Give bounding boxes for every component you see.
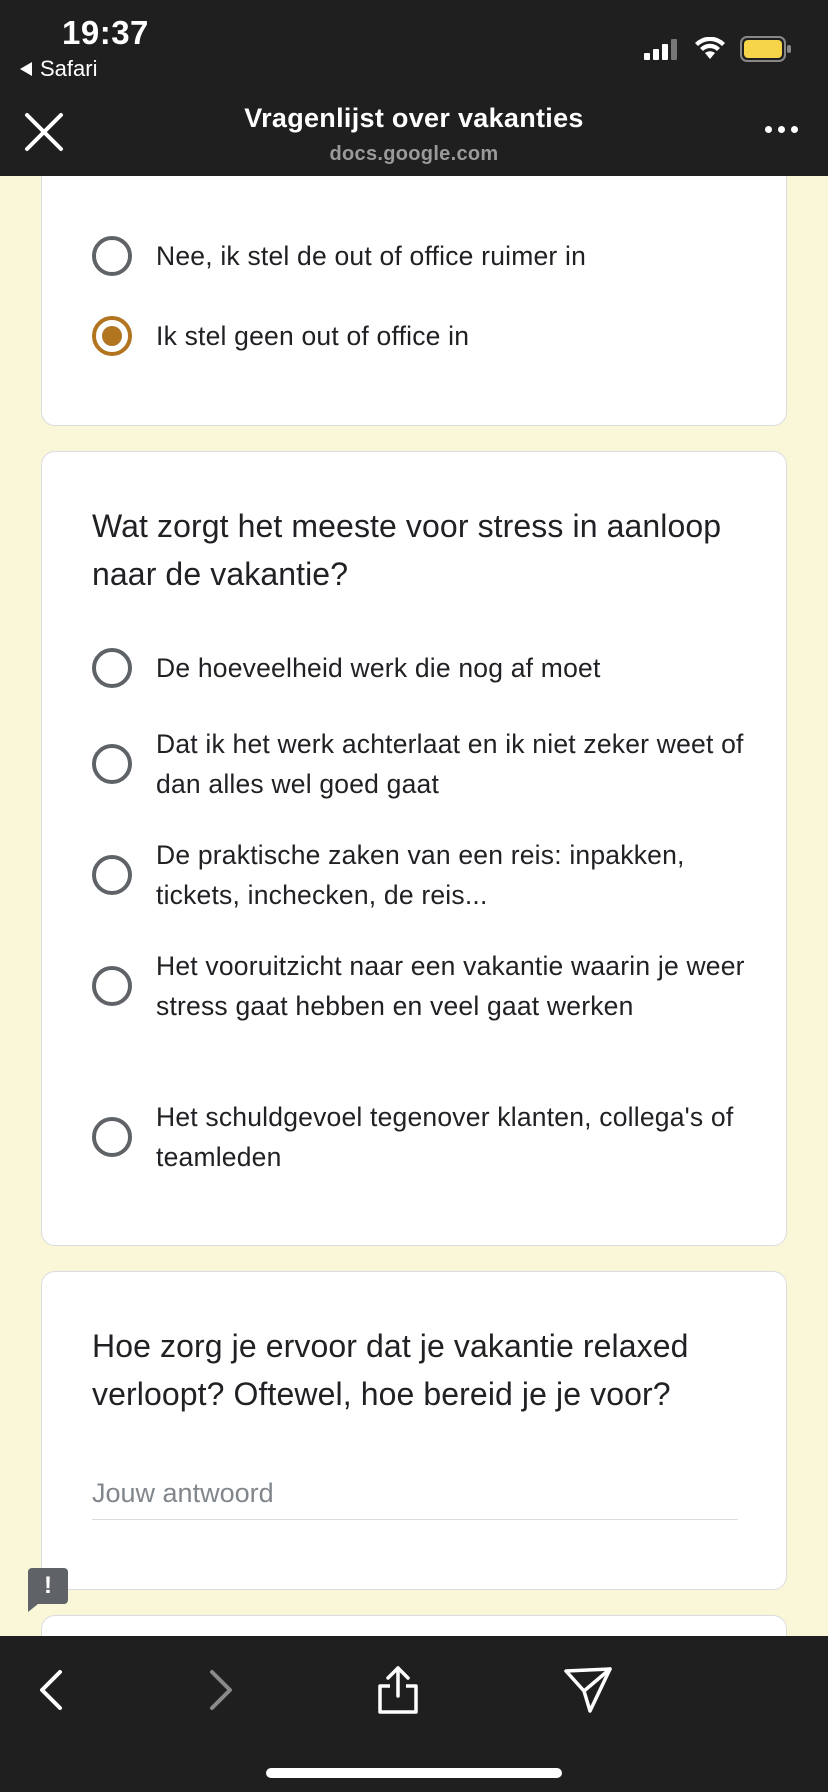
option-label: De hoeveelheid werk die nog af moet (156, 653, 601, 683)
option-label: De praktische zaken van een reis: inpakken, tickets, inchecken, de reis... (156, 840, 685, 910)
question-title: Hoe zorg je ervoor dat je vakantie relaxed verloopt? Oftewel, hoe bereid je je voor? (92, 1328, 689, 1412)
option-nee-ruimer[interactable] (92, 236, 746, 276)
answer-input[interactable] (92, 1472, 738, 1520)
page-domain: docs.google.com (329, 143, 499, 165)
option-label: Ik stel geen out of office in (156, 321, 470, 351)
radio-button[interactable] (92, 744, 132, 784)
radio-button[interactable] (92, 966, 132, 1006)
radio-button[interactable] (92, 1117, 132, 1157)
option-hoeveelheid-werk[interactable] (92, 648, 746, 688)
wifi-icon (694, 37, 726, 61)
send-icon[interactable] (558, 1660, 618, 1720)
question-card-relaxed (41, 1271, 787, 1590)
report-button[interactable]: ! (28, 1568, 68, 1604)
status-time: 19:37 (62, 14, 149, 51)
home-indicator[interactable] (266, 1768, 562, 1778)
radio-button[interactable] (92, 855, 132, 895)
share-icon[interactable] (368, 1660, 428, 1720)
bottom-toolbar (0, 1636, 828, 1792)
signal-icon (644, 38, 680, 60)
top-bar (0, 0, 828, 176)
more-icon[interactable] (765, 126, 798, 133)
option-label: Het vooruitzicht naar een vakantie waarin je weer stress gaat hebben en veel gaat werken (156, 951, 745, 1021)
option-werk-achterlaten[interactable] (92, 724, 746, 804)
option-label: Nee, ik stel de out of office ruimer in (156, 241, 587, 271)
question-card-out-of-office (41, 150, 787, 426)
back-to-app-link[interactable] (20, 56, 97, 82)
option-label: Het schuldgevoel tegenover klanten, collega's of teamleden (156, 1102, 734, 1172)
forward-arrow-icon[interactable] (190, 1660, 250, 1720)
option-schuldgevoel[interactable] (92, 1097, 746, 1177)
battery-icon (740, 36, 792, 62)
radio-button-checked[interactable] (92, 316, 132, 356)
option-label: Dat ik het werk achterlaat en ik niet zeker weet of dan alles wel goed gaat (156, 729, 744, 799)
option-praktische-zaken[interactable] (92, 835, 746, 915)
back-arrow-icon[interactable] (22, 1660, 82, 1720)
back-triangle-icon (20, 62, 32, 76)
option-vooruitzicht[interactable] (92, 946, 746, 1026)
radio-button[interactable] (92, 236, 132, 276)
status-icons (644, 36, 792, 62)
question-card-stress (41, 451, 787, 1246)
option-geen-out-of-office[interactable] (92, 316, 746, 356)
back-app-label: Safari (40, 56, 98, 81)
question-title: Wat zorgt het meeste voor stress in aanloop naar de vakantie? (92, 508, 722, 592)
radio-button[interactable] (92, 648, 132, 688)
page-title: Vragenlijst over vakanties (244, 103, 584, 133)
